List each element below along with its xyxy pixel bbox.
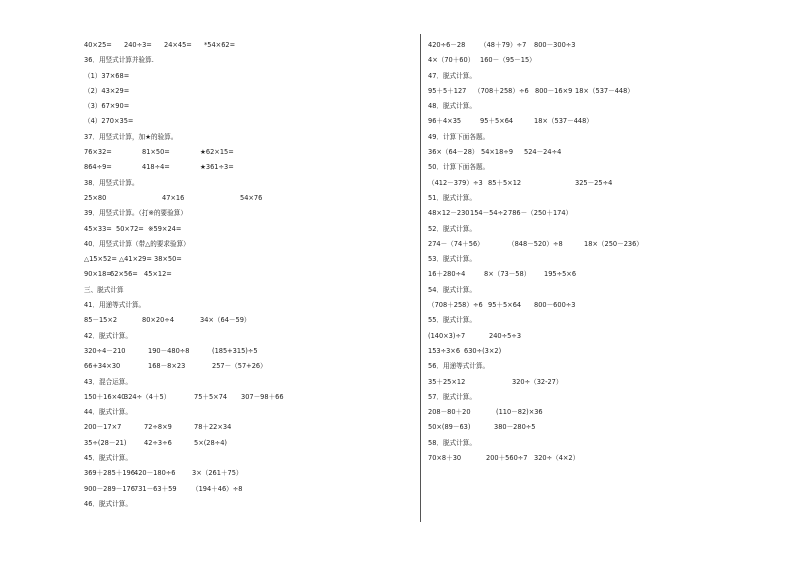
worksheet-line bbox=[428, 283, 768, 298]
math-expression: 50×(89－63) bbox=[428, 423, 471, 432]
worksheet-line bbox=[84, 69, 404, 84]
math-expression: 731－63＋59 bbox=[134, 484, 177, 493]
math-expression: 154－54÷2 bbox=[470, 209, 508, 218]
math-expression: 800－600÷3 bbox=[534, 301, 576, 310]
math-expression: 85－15×2 bbox=[84, 316, 118, 325]
worksheet-line bbox=[428, 329, 768, 344]
math-expression: 72÷8×9 bbox=[144, 423, 172, 432]
worksheet-line bbox=[428, 237, 768, 252]
section-heading: 52．脱式计算。 bbox=[428, 224, 476, 233]
section-heading: 56．用递等式计算。 bbox=[428, 362, 490, 371]
section-heading: 38．用竖式计算。 bbox=[84, 178, 139, 187]
worksheet-line bbox=[84, 329, 404, 344]
math-expression: 380－280÷5 bbox=[494, 423, 536, 432]
math-expression: 5×(28÷4) bbox=[194, 438, 227, 447]
section-heading: 57．脱式计算。 bbox=[428, 392, 476, 401]
math-expression: 320÷4－210 bbox=[84, 346, 126, 355]
worksheet-line bbox=[428, 222, 768, 237]
math-expression: 54×18÷9 bbox=[481, 148, 514, 157]
math-expression: 18×（250－236） bbox=[584, 239, 643, 248]
worksheet-line bbox=[84, 53, 404, 68]
section-heading: 41．用递等式计算。 bbox=[84, 301, 146, 310]
math-expression: 38×50= bbox=[154, 255, 182, 264]
worksheet-line bbox=[84, 160, 404, 175]
worksheet-line bbox=[84, 145, 404, 160]
math-expression: 75＋5×74 bbox=[194, 392, 228, 401]
worksheet-line bbox=[84, 497, 404, 512]
worksheet-line bbox=[84, 390, 404, 405]
section-heading: 48．脱式计算。 bbox=[428, 102, 476, 111]
math-expression: 95＋5×64 bbox=[488, 301, 522, 310]
worksheet-line bbox=[428, 436, 768, 451]
math-expression: 48×12－230 bbox=[428, 209, 470, 218]
worksheet-line bbox=[84, 222, 404, 237]
worksheet-line bbox=[428, 313, 768, 328]
worksheet-line bbox=[428, 69, 768, 84]
worksheet-line bbox=[84, 267, 404, 282]
math-expression: △41×29= bbox=[119, 255, 152, 264]
worksheet-line bbox=[84, 313, 404, 328]
math-expression: 96＋4×35 bbox=[428, 117, 462, 126]
math-expression: 95＋5＋127 bbox=[428, 86, 467, 95]
section-heading: 51．脱式计算。 bbox=[428, 193, 476, 202]
section-heading: 37．用竖式计算，加★的验算。 bbox=[84, 132, 178, 141]
math-expression: 80×20÷4 bbox=[142, 316, 175, 325]
worksheet-line bbox=[428, 298, 768, 313]
math-expression: 18×（537－448） bbox=[575, 86, 634, 95]
worksheet-line bbox=[428, 99, 768, 114]
worksheet-line bbox=[84, 191, 404, 206]
math-expression: 36×（64－28） bbox=[428, 148, 479, 157]
section-heading: 54．脱式计算。 bbox=[428, 285, 476, 294]
worksheet-line bbox=[84, 206, 404, 221]
section-heading: 53．脱式计算。 bbox=[428, 255, 476, 264]
worksheet-line bbox=[84, 466, 404, 481]
math-expression: (110－82)×36 bbox=[496, 408, 543, 417]
math-expression: *54×62= bbox=[204, 41, 236, 49]
section-heading: 三、脱式计算 bbox=[84, 285, 124, 294]
section-heading: 45．脱式计算。 bbox=[84, 454, 132, 463]
worksheet-line bbox=[428, 405, 768, 420]
section-heading: 43．混合运算。 bbox=[84, 377, 132, 386]
math-expression: 4×（70＋60） bbox=[428, 56, 475, 65]
worksheet-line bbox=[428, 84, 768, 99]
section-heading: （2）43×29= bbox=[84, 86, 130, 95]
math-expression: 85＋5×12 bbox=[488, 178, 522, 187]
math-expression: ★361÷3= bbox=[200, 163, 234, 172]
math-expression: 307－98＋66 bbox=[241, 392, 284, 401]
worksheet-line bbox=[84, 359, 404, 374]
math-expression: 320÷（32-27） bbox=[512, 377, 563, 386]
math-expression: 369＋285＋196 bbox=[84, 469, 135, 478]
math-expression: 76×32= bbox=[84, 148, 112, 157]
math-expression: 35＋25×12 bbox=[428, 377, 466, 386]
worksheet-line bbox=[428, 145, 768, 160]
worksheet-line bbox=[428, 420, 768, 435]
section-heading: 40．用竖式计算（带△的要求验算） bbox=[84, 239, 190, 248]
worksheet-line bbox=[428, 38, 768, 53]
math-expression: 168－8×23 bbox=[148, 362, 186, 371]
math-expression: 153÷3×6 bbox=[428, 346, 461, 355]
worksheet-line bbox=[428, 451, 768, 466]
worksheet-line bbox=[428, 114, 768, 129]
math-expression: 18×（537－448） bbox=[534, 117, 593, 126]
math-expression: （194＋46）÷8 bbox=[192, 484, 243, 493]
worksheet-line bbox=[84, 482, 404, 497]
math-expression: 324÷（4＋5） bbox=[124, 392, 171, 401]
worksheet-line bbox=[428, 130, 768, 145]
math-expression: 45×12= bbox=[144, 270, 172, 279]
section-heading: 36．用竖式计算并验算. bbox=[84, 56, 154, 65]
math-expression: （48＋79）÷7 bbox=[480, 41, 527, 49]
math-expression: 25×80 bbox=[84, 193, 107, 202]
math-expression: 800－16×9 bbox=[535, 86, 573, 95]
math-expression: （848－520）÷8 bbox=[508, 239, 563, 248]
worksheet-line bbox=[84, 283, 404, 298]
math-expression: 524－24÷4 bbox=[524, 148, 562, 157]
worksheet-line bbox=[84, 344, 404, 359]
worksheet-line bbox=[428, 191, 768, 206]
math-expression: 54×76 bbox=[240, 193, 263, 202]
section-heading: （4）270×35= bbox=[84, 117, 134, 126]
math-expression: 62×56= bbox=[110, 270, 138, 279]
worksheet-line bbox=[428, 344, 768, 359]
worksheet-line bbox=[428, 359, 768, 374]
math-expression: (185+315)÷5 bbox=[212, 346, 258, 355]
math-expression: 8×（73－58） bbox=[484, 270, 531, 279]
section-heading: 39．用竖式计算。（打※的要验算） bbox=[84, 209, 187, 218]
math-expression: 195÷5×6 bbox=[544, 270, 577, 279]
math-expression: 45×33= bbox=[84, 224, 112, 233]
column-divider bbox=[420, 34, 421, 522]
math-expression: 160－（95－15） bbox=[480, 56, 536, 65]
math-expression: △15×52= bbox=[84, 255, 117, 264]
math-expression: 420－180÷6 bbox=[134, 469, 176, 478]
math-expression: (140×3)÷7 bbox=[428, 331, 466, 340]
worksheet-line bbox=[84, 252, 404, 267]
math-expression: 150＋16×40 bbox=[84, 392, 126, 401]
math-expression: 78＋22×34 bbox=[194, 423, 232, 432]
worksheet-line bbox=[428, 53, 768, 68]
worksheet-line bbox=[84, 420, 404, 435]
math-expression: 50×72= bbox=[116, 224, 144, 233]
math-expression: 786－（250＋174） bbox=[508, 209, 573, 218]
math-expression: （708＋258）÷6 bbox=[428, 301, 483, 310]
section-heading: （3）67×90= bbox=[84, 102, 130, 111]
worksheet-line bbox=[428, 206, 768, 221]
worksheet-line bbox=[428, 160, 768, 175]
math-expression: 35÷(28－21) bbox=[84, 438, 127, 447]
math-expression: 257－（57+26） bbox=[212, 362, 267, 371]
worksheet-line bbox=[84, 130, 404, 145]
worksheet-line bbox=[428, 390, 768, 405]
math-expression: 420÷6－28 bbox=[428, 41, 466, 49]
math-expression: 3×（261＋75） bbox=[192, 469, 243, 478]
math-expression: 34×（64－59） bbox=[200, 316, 251, 325]
section-heading: 55．脱式计算。 bbox=[428, 316, 476, 325]
section-heading: 50．计算下面各题。 bbox=[428, 163, 490, 172]
worksheet-line bbox=[84, 237, 404, 252]
math-expression: 90×18= bbox=[84, 270, 112, 279]
math-expression: ※59×24= bbox=[148, 224, 182, 233]
math-expression: 190－480÷8 bbox=[148, 346, 190, 355]
math-expression: 900－289－176 bbox=[84, 484, 135, 493]
worksheet-line bbox=[84, 375, 404, 390]
math-expression: 418÷4= bbox=[142, 163, 170, 172]
math-expression: 864÷9= bbox=[84, 163, 112, 172]
worksheet-line bbox=[84, 84, 404, 99]
math-expression: 320÷（4×2） bbox=[534, 454, 580, 463]
math-expression: 42÷3÷6 bbox=[144, 438, 172, 447]
math-expression: 200＋560÷7 bbox=[486, 454, 528, 463]
right-column bbox=[428, 38, 768, 466]
worksheet-line bbox=[428, 252, 768, 267]
worksheet-line bbox=[84, 38, 404, 53]
section-heading: 44．脱式计算。 bbox=[84, 408, 132, 417]
section-heading: 42．脱式计算。 bbox=[84, 331, 132, 340]
math-expression: 208－80＋20 bbox=[428, 408, 471, 417]
worksheet-line bbox=[84, 176, 404, 191]
section-heading: 49．计算下面各题。 bbox=[428, 132, 490, 141]
math-expression: 325－25÷4 bbox=[575, 178, 613, 187]
left-column bbox=[84, 38, 404, 512]
section-heading: 47．脱式计算。 bbox=[428, 71, 476, 80]
math-expression: 70×8＋30 bbox=[428, 454, 462, 463]
worksheet-line bbox=[84, 114, 404, 129]
worksheet-line bbox=[84, 436, 404, 451]
math-expression: 66+34×30 bbox=[84, 362, 121, 371]
section-heading: （1）37×68= bbox=[84, 71, 130, 80]
math-expression: 630÷(3×2) bbox=[464, 346, 502, 355]
worksheet-line bbox=[428, 267, 768, 282]
math-expression: 81×50= bbox=[142, 148, 170, 157]
worksheet-line bbox=[428, 176, 768, 191]
math-expression: ★62×15= bbox=[200, 148, 234, 157]
math-expression: 16＋280÷4 bbox=[428, 270, 466, 279]
math-expression: 274－（74＋56） bbox=[428, 239, 484, 248]
math-expression: 240÷5÷3 bbox=[489, 331, 522, 340]
math-expression: 240÷3= bbox=[124, 41, 152, 49]
math-expression: 47×16 bbox=[162, 193, 185, 202]
math-expression: 200－17×7 bbox=[84, 423, 122, 432]
math-expression: （708＋258）÷6 bbox=[474, 86, 529, 95]
math-expression: 95＋5×64 bbox=[480, 117, 514, 126]
math-expression: 40×25= bbox=[84, 41, 112, 49]
math-expression: （412－379）÷3 bbox=[428, 178, 483, 187]
section-heading: 46．脱式计算。 bbox=[84, 499, 132, 508]
section-heading: 58．脱式计算。 bbox=[428, 438, 476, 447]
worksheet-line bbox=[84, 405, 404, 420]
math-expression: 800－300÷3 bbox=[534, 41, 576, 49]
math-expression: 24×45= bbox=[164, 41, 192, 49]
worksheet-line bbox=[84, 298, 404, 313]
worksheet-line bbox=[428, 375, 768, 390]
worksheet-line bbox=[84, 451, 404, 466]
worksheet-line bbox=[84, 99, 404, 114]
